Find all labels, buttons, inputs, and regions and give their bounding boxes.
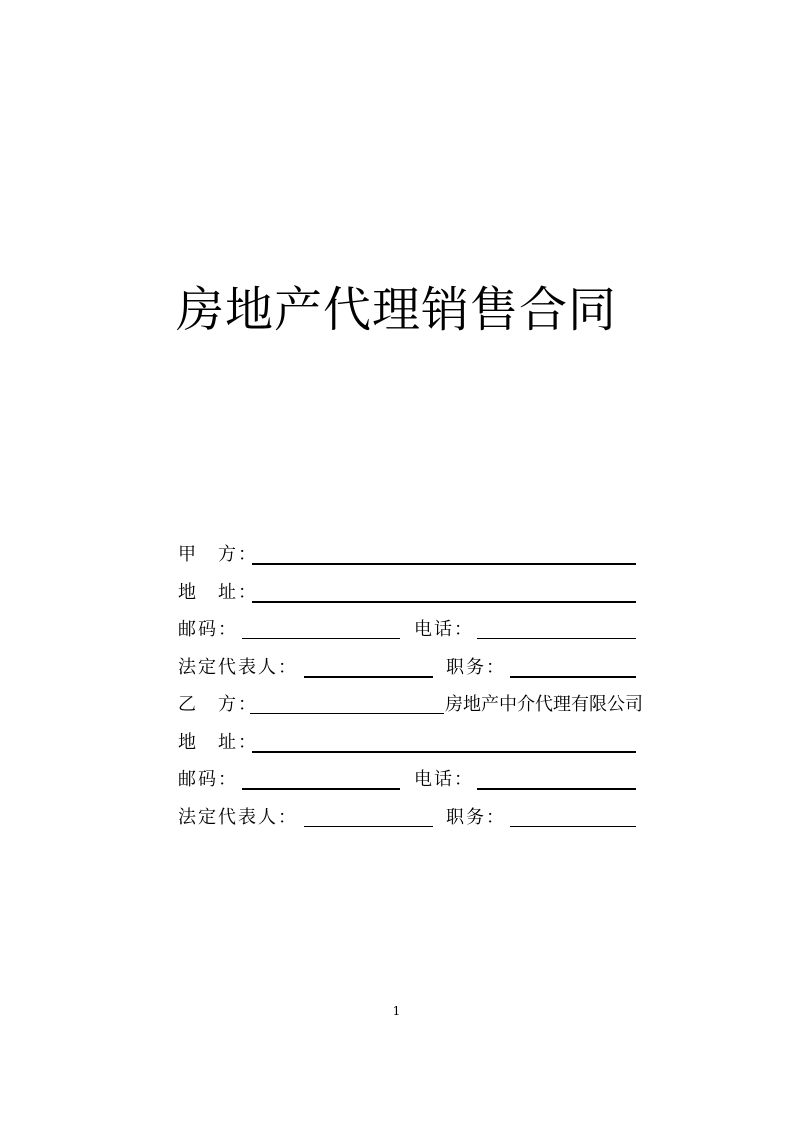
party-b-address-blank[interactable]: [252, 751, 636, 753]
party-b-postcode-blank[interactable]: [242, 788, 400, 790]
party-a-position-blank[interactable]: [510, 676, 636, 678]
page-number: 1: [392, 1004, 401, 1018]
party-a-position-label: 职务：: [446, 657, 506, 678]
party-b-legal-rep-blank[interactable]: [304, 826, 433, 827]
party-a-address-blank[interactable]: [252, 601, 636, 603]
party-a-postcode-label: 邮码：: [178, 619, 238, 640]
party-a-legal-rep-blank[interactable]: [304, 676, 433, 678]
party-b-name-label: 乙 方：: [178, 694, 258, 715]
party-a-postcode-blank[interactable]: [242, 638, 400, 639]
party-a-legal-rep-label: 法定代表人：: [178, 657, 298, 678]
party-b-name-blank[interactable]: [250, 713, 444, 714]
party-b-phone-blank[interactable]: [477, 788, 636, 790]
party-b-postcode-label: 邮码：: [178, 769, 238, 790]
party-a-phone-label: 电话：: [414, 619, 474, 640]
party-b-position-blank[interactable]: [510, 826, 636, 827]
document-title: 房地产代理销售合同: [175, 282, 617, 338]
party-b-phone-label: 电话：: [414, 769, 474, 790]
party-b-address-label: 地 址：: [178, 732, 258, 753]
party-b-legal-rep-label: 法定代表人：: [178, 807, 298, 828]
party-a-address-label: 地 址：: [178, 582, 258, 603]
party-a-name-label: 甲 方：: [178, 544, 258, 565]
party-a-phone-blank[interactable]: [477, 638, 636, 639]
party-a-name-blank[interactable]: [252, 563, 636, 565]
party-b-name-suffix: 房地产中介代理有限公司: [445, 694, 643, 715]
party-b-position-label: 职务：: [446, 807, 506, 828]
